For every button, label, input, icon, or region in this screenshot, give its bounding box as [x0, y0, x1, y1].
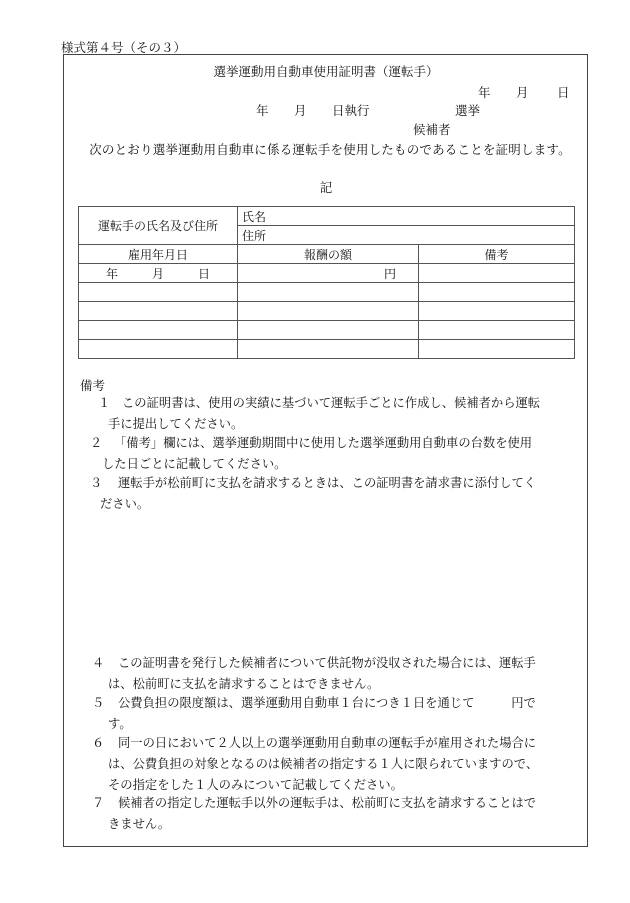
- note-item-1: １ この証明書は、使用の実績に基づいて運転手ごとに作成し、候補者から運転 手に提出してください。: [98, 396, 541, 431]
- remarks-cell[interactable]: [419, 264, 575, 283]
- table-cell[interactable]: [238, 283, 419, 302]
- issue-date-day: 日: [557, 85, 570, 100]
- ki-heading: 記: [319, 180, 333, 195]
- table-row: [79, 340, 575, 359]
- driver-address-field[interactable]: [238, 226, 575, 245]
- note-item-7: ７ 候補者の指定した運転手以外の運転手は、松前町に支払を請求することはで きません。: [92, 796, 537, 831]
- table-cell[interactable]: [419, 340, 575, 359]
- table-cell[interactable]: [238, 321, 419, 340]
- candidate-label: 候補者: [413, 122, 451, 137]
- employment-date-cell[interactable]: [79, 264, 238, 283]
- note-item-5: ５ 公費負担の限度額は、選挙運動用自動車１台につき１日を通じて 円で す。: [92, 696, 536, 731]
- table-row: [79, 321, 575, 340]
- note-item-2: ２ 「備考」欄には、選挙運動期間中に使用した選挙運動用自動車の台数を使用 した日ごとに記載してください。: [90, 436, 533, 471]
- table-row: [79, 283, 575, 302]
- address-label: 住所: [242, 228, 267, 243]
- table-cell[interactable]: [79, 340, 238, 359]
- date-month-unit: 月: [151, 266, 164, 281]
- table-cell[interactable]: [238, 302, 419, 321]
- form-number-label: 様式第４号（その３）: [61, 40, 187, 55]
- execution-month: 月: [294, 103, 307, 118]
- issue-date-year: 年: [478, 85, 491, 100]
- issue-date-month: 月: [516, 85, 529, 100]
- execution-day: 日執行: [332, 103, 370, 118]
- table-cell[interactable]: [79, 302, 238, 321]
- certification-statement: 次のとおり選挙運動用自動車に係る運転手を使用したものであることを証明します。: [89, 142, 571, 157]
- driver-table: [78, 206, 575, 359]
- execution-year: 年: [256, 103, 269, 118]
- table-cell[interactable]: [419, 321, 575, 340]
- table-cell[interactable]: [419, 302, 575, 321]
- table-row: [79, 302, 575, 321]
- table-cell[interactable]: [419, 283, 575, 302]
- remuneration-cell[interactable]: [238, 264, 419, 283]
- name-label: 氏名: [242, 209, 267, 224]
- yen-unit: 円: [383, 266, 396, 281]
- header-remarks: 備考: [419, 245, 575, 264]
- header-employment-date: 雇用年月日: [79, 245, 238, 264]
- header-remuneration: 報酬の額: [238, 245, 419, 264]
- driver-name-field[interactable]: [238, 207, 575, 226]
- table-cell[interactable]: [238, 340, 419, 359]
- election-label: 選挙: [455, 103, 481, 118]
- note-item-3: ３ 運転手が松前町に支払を請求するときは、この証明書を請求書に添付してく ださい。: [90, 476, 537, 511]
- date-year-unit: 年: [105, 266, 118, 281]
- notes-heading: 備考: [80, 378, 106, 393]
- note-item-4: ４ この証明書を発行した候補者について供託物が没収された場合には、運転手 は、松前町に支払を請求することはできません。: [92, 656, 536, 691]
- date-day-unit: 日: [198, 266, 211, 281]
- table-cell[interactable]: [79, 283, 238, 302]
- document-title: 選挙運動用自動車使用証明書（運転手）: [213, 64, 439, 79]
- driver-name-address-label: 運転手の氏名及び住所: [79, 207, 238, 245]
- note-item-6: ６ 同一の日において２人以上の選挙運動用自動車の運転手が雇用された場合に は、公費負担の対象となるのは候補者の指定する１人に限られていますので、 その指定をした１人のみについて記載してください。: [92, 736, 539, 792]
- table-cell[interactable]: [79, 321, 238, 340]
